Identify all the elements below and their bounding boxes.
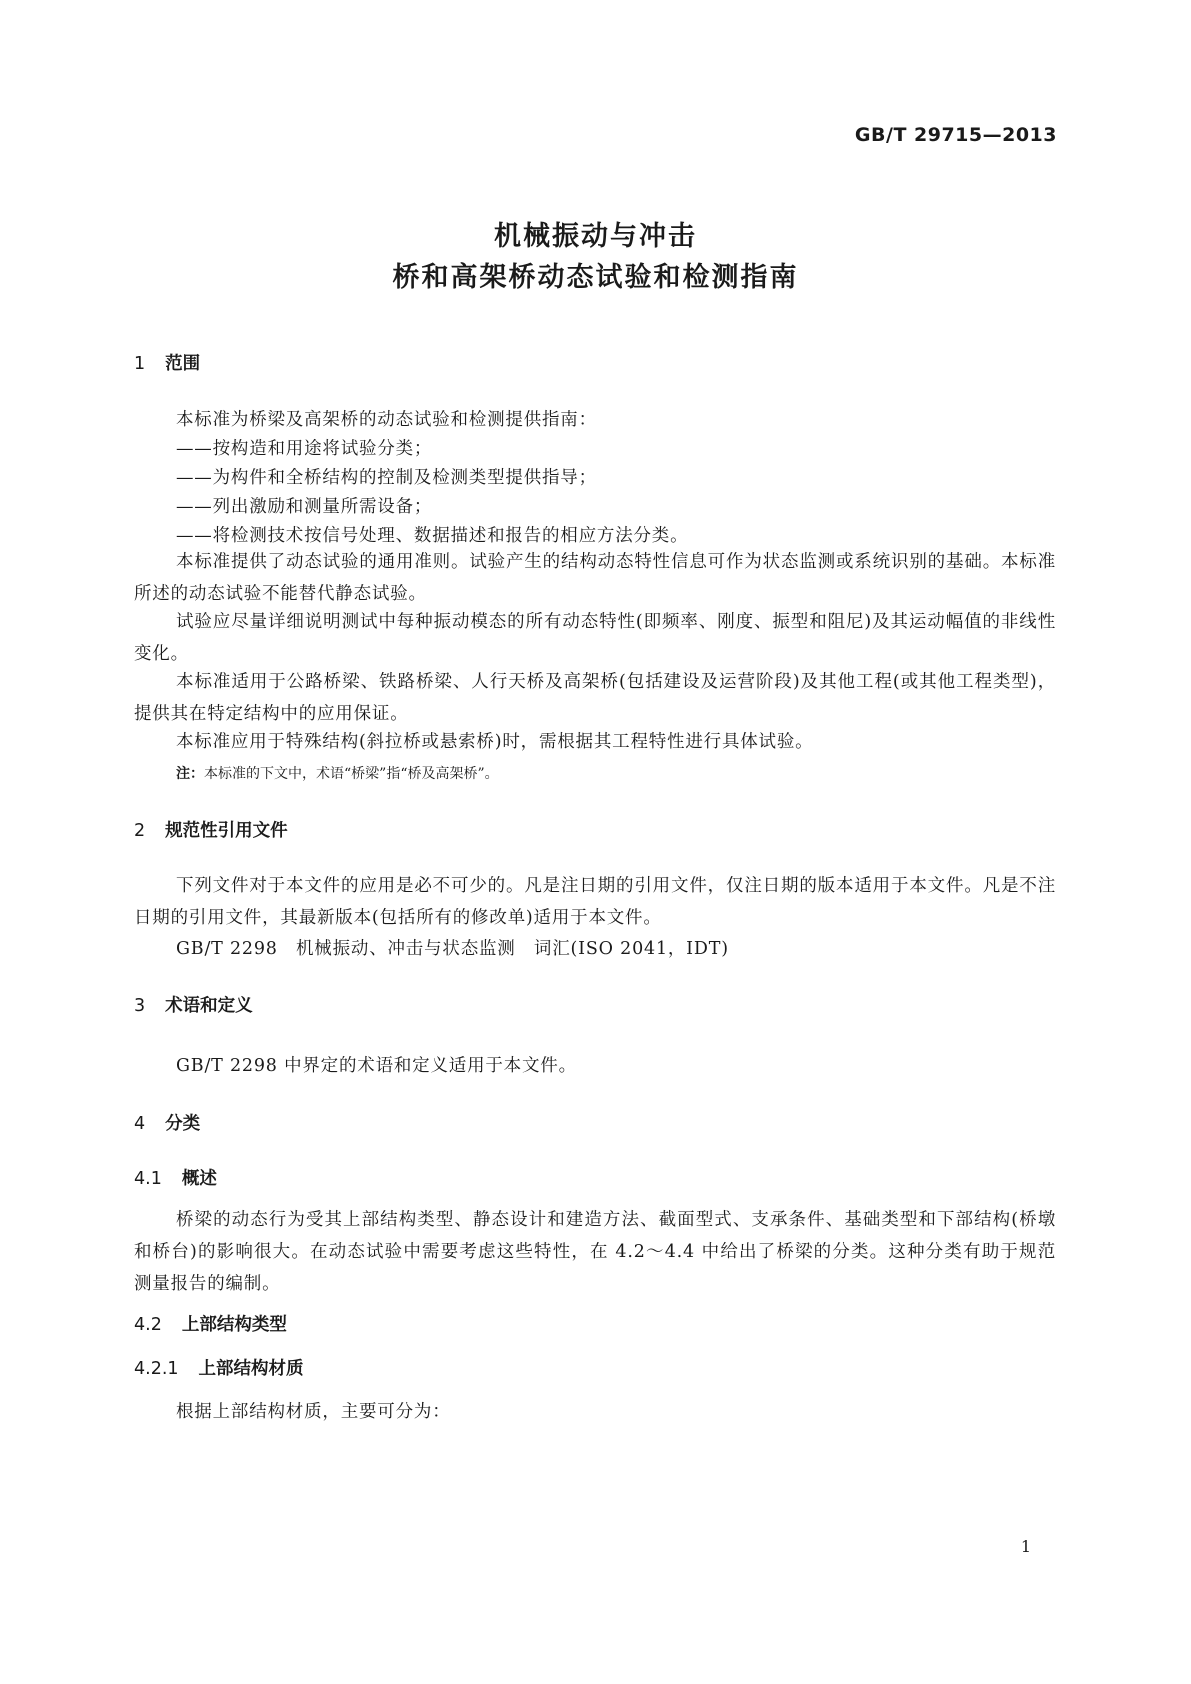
section-2-heading [134, 817, 288, 842]
section-4-2-1-heading [134, 1355, 304, 1380]
scope-paragraph: 试验应尽量详细说明测试中每种振动模态的所有动态特性(即频率、刚度、振型和阻尼)及其运动幅值的非线性变化。 [134, 612, 1056, 664]
scope-item: ——按构造和用途将试验分类； [176, 439, 433, 459]
terms-paragraph: GB/T 2298 中界定的术语和定义适用于本文件。 [176, 1056, 577, 1076]
standard-code: GB/T 29715—2013 [854, 124, 1057, 146]
scope-item: ——为构件和全桥结构的控制及检测类型提供指导； [176, 468, 597, 488]
scope-intro: 本标准为桥梁及高架桥的动态试验和检测提供指南： [176, 410, 597, 430]
section-number: 4.2 [134, 1315, 162, 1335]
section-title: 术语和定义 [165, 996, 253, 1016]
references-paragraph: 下列文件对于本文件的应用是必不可少的。凡是注日期的引用文件，仅注日期的版本适用于本文件。凡是不注日期的引用文件，其最新版本(包括所有的修改单)适用于本文件。 [134, 876, 1056, 928]
scope-paragraph: 本标准适用于公路桥梁、铁路桥梁、人行天桥及高架桥(包括建设及运营阶段)及其他工程(或其他工程类型)，提供其在特定结构中的应用保证。 [134, 672, 1056, 724]
section-number: 3 [134, 996, 146, 1016]
section-4-2-heading [134, 1311, 287, 1336]
section-title: 分类 [165, 1114, 201, 1134]
section-number: 4.1 [134, 1169, 162, 1189]
section-4-1-heading [134, 1165, 217, 1190]
page-number: 1 [1020, 1537, 1031, 1556]
section-number: 1 [134, 354, 146, 374]
scope-note [176, 763, 499, 783]
reference-item: GB/T 2298 机械振动、冲击与状态监测 词汇(ISO 2041，IDT) [176, 939, 729, 959]
section-4-heading [134, 1110, 200, 1135]
scope-item: ——列出激励和测量所需设备； [176, 497, 433, 517]
section-title: 概述 [181, 1169, 217, 1189]
scope-item: ——将检测技术按信号处理、数据描述和报告的相应方法分类。 [176, 526, 689, 546]
section-title: 上部结构类型 [181, 1315, 287, 1335]
section-number: 2 [134, 821, 146, 841]
document-title-line1: 机械振动与冲击 [494, 221, 697, 252]
note-label: 注： [176, 766, 204, 782]
section-title: 上部结构材质 [198, 1359, 304, 1379]
scope-paragraph: 本标准提供了动态试验的通用准则。试验产生的结构动态特性信息可作为状态监测或系统识别的基础。本标准所述的动态试验不能替代静态试验。 [134, 552, 1056, 604]
material-paragraph: 根据上部结构材质，主要可分为： [176, 1402, 451, 1422]
document-title-line2: 桥和高架桥动态试验和检测指南 [392, 262, 799, 293]
section-number: 4 [134, 1114, 146, 1134]
section-3-heading [134, 992, 253, 1017]
section-1-heading [134, 350, 200, 375]
overview-paragraph: 桥梁的动态行为受其上部结构类型、静态设计和建造方法、截面型式、支承条件、基础类型和下部结构(桥墩和桥台)的影响很大。在动态试验中需要考虑这些特性，在 4.2～4.4 中给出了桥梁的分类。这种分类有助于规范测量报告的编制。 [134, 1210, 1056, 1294]
note-text: 本标准的下文中，术语“桥梁”指“桥及高架桥”。 [204, 766, 499, 782]
section-title: 规范性引用文件 [165, 821, 288, 841]
section-title: 范围 [165, 354, 201, 374]
scope-paragraph: 本标准应用于特殊结构(斜拉桥或悬索桥)时，需根据其工程特性进行具体试验。 [176, 732, 814, 752]
section-number: 4.2.1 [134, 1359, 179, 1379]
